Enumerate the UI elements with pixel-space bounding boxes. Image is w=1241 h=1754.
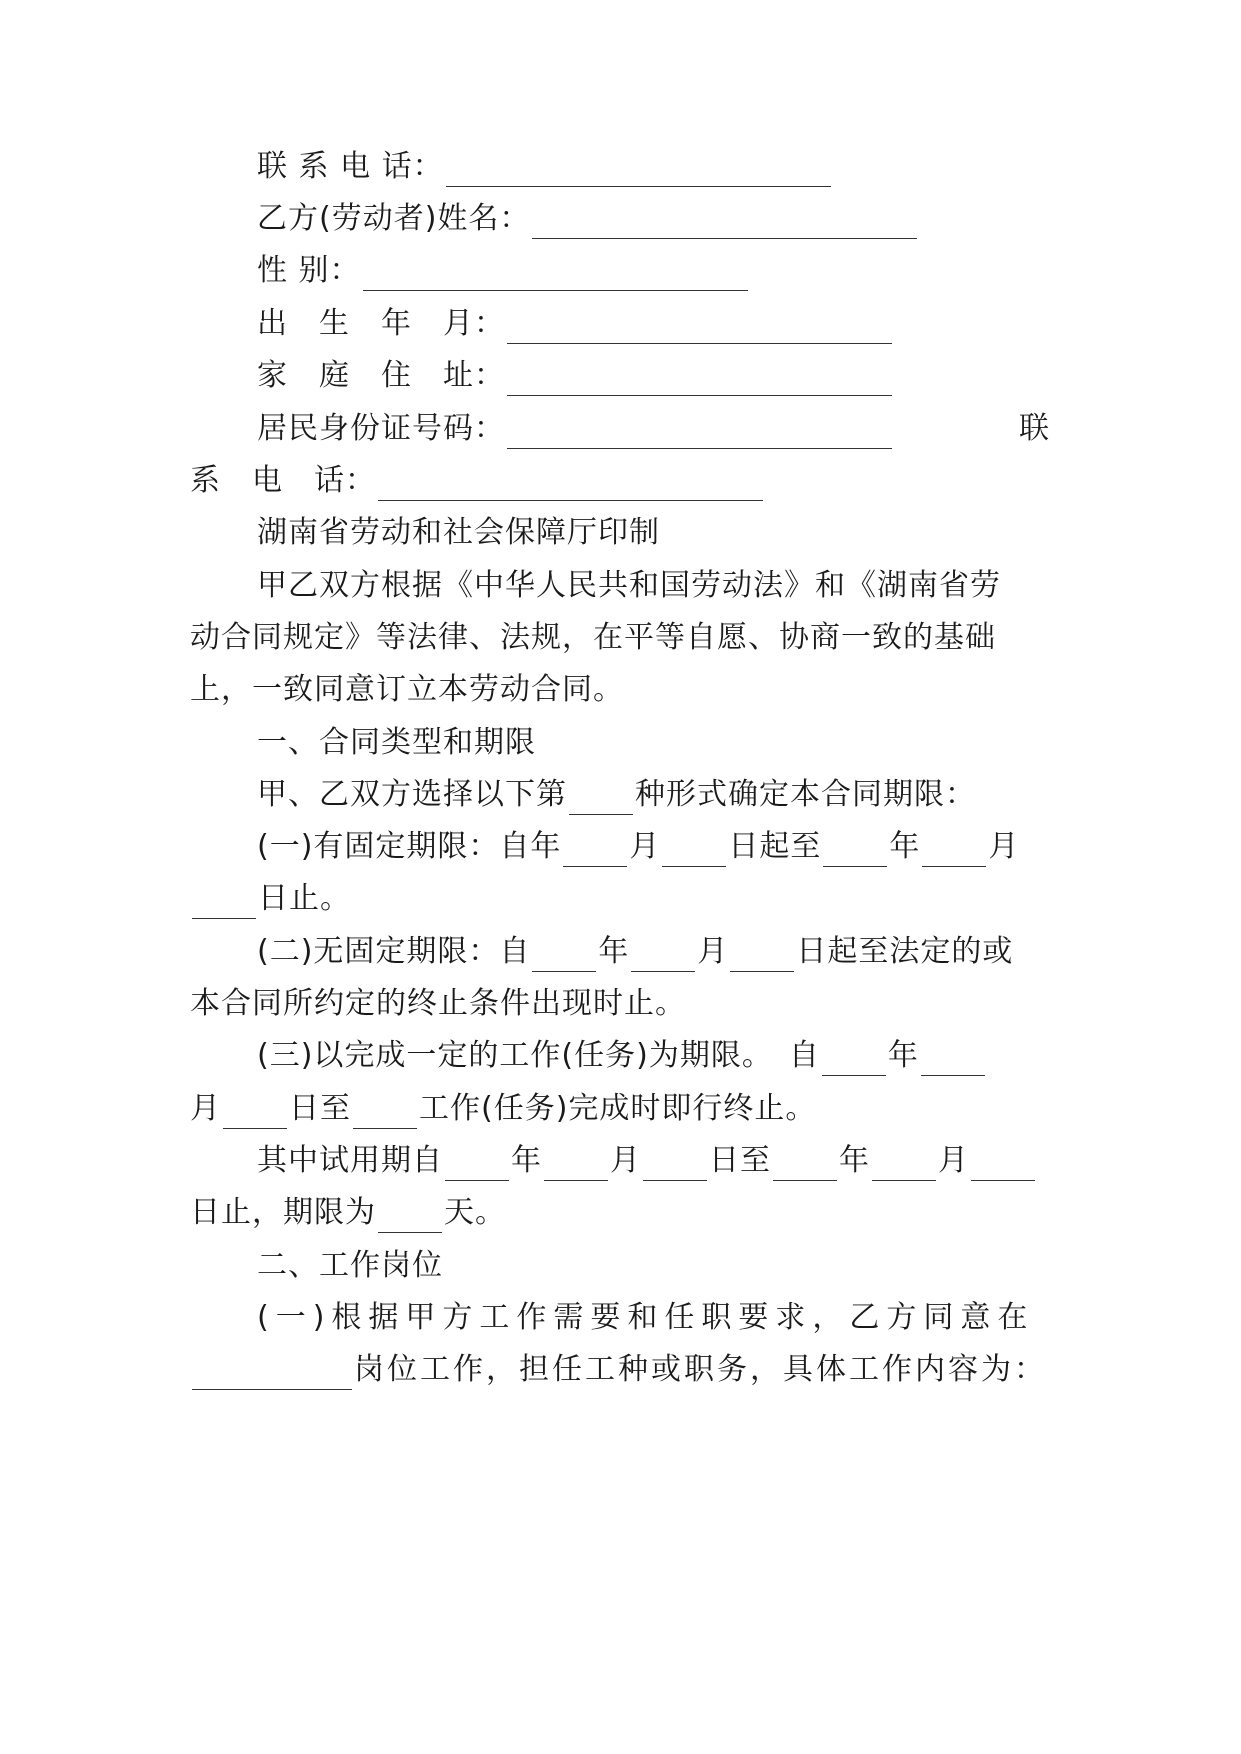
- section-2-title: 二、工作岗位: [257, 1248, 443, 1283]
- party-b-name-label: 乙方(劳动者)姓名：: [257, 201, 531, 236]
- month-label-3: 月: [697, 934, 729, 969]
- fixed-term-month-blank[interactable]: [563, 836, 627, 867]
- year-label-5: 年: [839, 1143, 870, 1178]
- birth-date-blank[interactable]: [507, 313, 892, 344]
- preamble-text-2: 动合同规定》等法律、法规，在平等自愿、协商一致的基础: [190, 620, 996, 655]
- contract-form-text-b: 种形式确定本合同期限：: [635, 777, 976, 812]
- fixed-term-end-month-blank[interactable]: [922, 836, 986, 867]
- section-2-heading: [257, 1246, 1050, 1286]
- printer-note: [257, 513, 1050, 553]
- probation-line-2: [190, 1193, 1050, 1233]
- contact-phone-label-b: 系 电 话：: [190, 463, 376, 498]
- task-term-day-blank[interactable]: [223, 1098, 287, 1129]
- task-term-year-blank[interactable]: [822, 1045, 886, 1076]
- position-line-2: [190, 1350, 1050, 1390]
- fixed-term-end-line: [190, 879, 1050, 919]
- probation-end-year-blank[interactable]: [773, 1150, 837, 1181]
- task-term-line-2: [190, 1089, 1050, 1129]
- home-address-line: [257, 356, 1050, 396]
- party-b-name-line: [257, 199, 1050, 239]
- party-b-name-blank[interactable]: [532, 208, 917, 239]
- id-number-line: [257, 409, 1050, 449]
- month-label-4: 月: [190, 1091, 221, 1126]
- month-label-6: 月: [938, 1143, 969, 1178]
- section-1-heading: [257, 723, 1050, 763]
- form-number-blank[interactable]: [569, 784, 633, 815]
- year-label-2: 年: [598, 934, 630, 969]
- probation-start-month-blank[interactable]: [544, 1150, 608, 1181]
- days-label: 天。: [444, 1195, 506, 1230]
- probation-start-day-blank[interactable]: [643, 1150, 707, 1181]
- probation-line: [257, 1141, 1050, 1181]
- year-label: 年: [889, 829, 921, 864]
- day-to-label: 日起至: [728, 829, 822, 864]
- open-term-text-b: 日起至法定的或: [796, 934, 1014, 969]
- fixed-term-line: [257, 827, 1050, 867]
- fixed-term-end-year-blank[interactable]: [823, 836, 887, 867]
- contact-phone-blank[interactable]: [446, 156, 831, 187]
- birth-date-line: [257, 304, 1050, 344]
- fixed-term-text: (一)有固定期限：自年: [257, 829, 562, 864]
- contact-phone-line-b: [190, 461, 1050, 501]
- day-to-label-3: 日至: [709, 1143, 771, 1178]
- probation-text: 其中试用期自: [257, 1143, 443, 1178]
- open-term-year-blank[interactable]: [532, 941, 596, 972]
- preamble-line-2: [190, 618, 1050, 658]
- position-blank[interactable]: [192, 1359, 352, 1390]
- home-address-label: 家 庭 住 址：: [257, 358, 505, 393]
- position-line: [257, 1298, 1050, 1338]
- open-term-day-blank[interactable]: [730, 941, 794, 972]
- open-term-line: [257, 932, 1050, 972]
- probation-period-text: 日止，期限为: [190, 1195, 376, 1230]
- open-term-text: (二)无固定期限：自: [257, 934, 531, 969]
- task-term-text-b: 工作(任务)完成时即行终止。: [419, 1091, 817, 1126]
- preamble-line-3: [190, 670, 1050, 710]
- day-to-label-2: 日至: [289, 1091, 351, 1126]
- contact-wrap-start: 联: [1019, 411, 1050, 446]
- section-1-title: 一、合同类型和期限: [257, 725, 536, 760]
- id-number-label: 居民身份证号码：: [257, 411, 505, 446]
- preamble-line-1: [257, 566, 1050, 606]
- probation-end-day-blank[interactable]: [971, 1150, 1035, 1181]
- open-term-line-2: [190, 984, 1050, 1024]
- position-text-b: 岗位工作，担任工种或职务，具体工作内容为：: [354, 1352, 1047, 1387]
- task-term-line: [257, 1036, 1050, 1076]
- home-address-blank[interactable]: [507, 365, 892, 396]
- day-end-label: 日止。: [258, 881, 351, 916]
- fixed-term-end-day-blank[interactable]: [192, 888, 256, 919]
- month-label-2: 月: [988, 829, 1020, 864]
- task-term-month-blank[interactable]: [921, 1045, 985, 1076]
- open-term-month-blank[interactable]: [631, 941, 695, 972]
- year-label-4: 年: [511, 1143, 542, 1178]
- gender-blank[interactable]: [363, 260, 748, 291]
- month-label: 月: [629, 829, 661, 864]
- contract-form-text-a: 甲、乙双方选择以下第: [257, 777, 567, 812]
- position-text: (一)根据甲方工作需要和任职要求，乙方同意在: [257, 1300, 1035, 1335]
- contact-phone-blank-b[interactable]: [378, 470, 763, 501]
- task-term-text: (三)以完成一定的工作(任务)为期限。 自: [257, 1038, 820, 1073]
- open-term-text-c: 本合同所约定的终止条件出现时止。: [190, 986, 686, 1021]
- gender-label: 性 别：: [257, 253, 361, 288]
- contact-phone-label: 联 系 电 话：: [257, 149, 444, 184]
- task-term-work-blank[interactable]: [353, 1098, 417, 1129]
- preamble-text-1: 甲乙双方根据《中华人民共和国劳动法》和《湖南省劳: [257, 568, 1001, 603]
- gender-line: [257, 251, 1050, 291]
- contract-form-line: [257, 775, 1050, 815]
- month-label-5: 月: [610, 1143, 641, 1178]
- id-number-blank[interactable]: [507, 418, 892, 449]
- contact-phone-line-a: [257, 147, 1050, 187]
- fixed-term-day-blank[interactable]: [662, 836, 726, 867]
- probation-start-year-blank[interactable]: [445, 1150, 509, 1181]
- birth-date-label: 出 生 年 月：: [257, 306, 505, 341]
- preamble-text-3: 上，一致同意订立本劳动合同。: [190, 672, 624, 707]
- year-label-3: 年: [887, 1038, 919, 1073]
- probation-days-blank[interactable]: [378, 1202, 442, 1233]
- probation-end-month-blank[interactable]: [872, 1150, 936, 1181]
- printer-note-text: 湖南省劳动和社会保障厅印制: [257, 515, 660, 550]
